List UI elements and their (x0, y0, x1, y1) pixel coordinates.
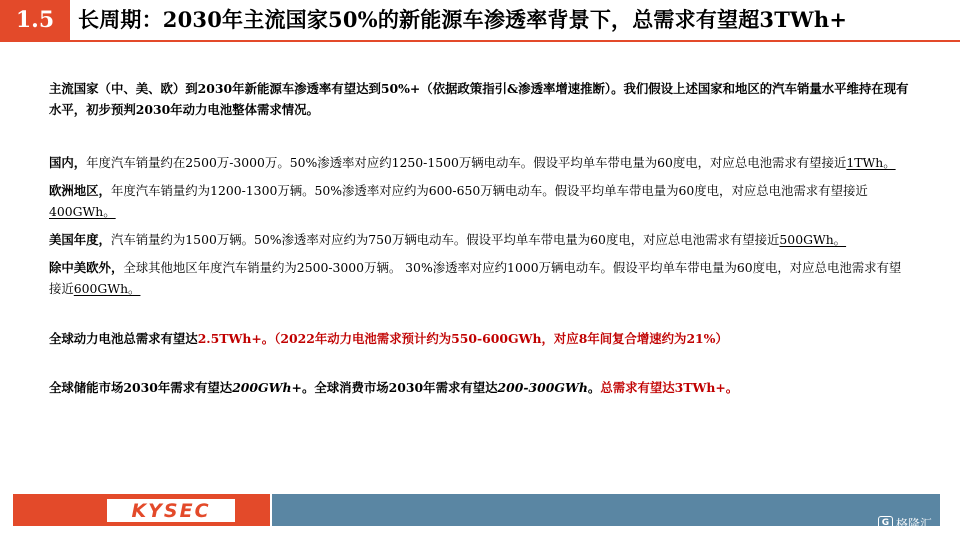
summary-part: 全球储能市场2030年需求有望达 (49, 380, 233, 395)
header (0, 0, 960, 40)
intro-paragraph: 主流国家（中、美、欧）到2030年新能源车渗透率有望达到50%+（依据政策指引&渗透率增速推断）。我们假设上述国家和地区的汽车销量水平维持在现有水平，初步预判2030年动力电池整体需求情况。 (49, 81, 909, 117)
item-rest-of-world (49, 257, 911, 299)
item-highlight: 600GWh。 (73, 281, 141, 296)
summary-part: 。全球消费市场2030年需求有望达 (301, 380, 498, 395)
item-body: 年度汽车销量约在2500万-3000万。50%渗透率对应约1250-1500万辆电动车。假设平均单车带电量为60度电，对应总电池需求有望接近 (86, 155, 847, 170)
item-lead: 除中美欧外， (49, 260, 124, 275)
total-conclusion: 总需求有望达3TWh+。 (600, 380, 739, 395)
item-europe (49, 180, 911, 222)
header-divider (0, 40, 960, 42)
watermark-text: 格隆汇 (896, 516, 933, 531)
item-lead: 欧洲地区， (49, 183, 111, 198)
summary-value: 2.5TWh+。 (197, 331, 275, 346)
brand-logo (107, 499, 235, 522)
item-highlight: 1TWh。 (846, 155, 896, 170)
item-highlight: 500GWh。 (779, 232, 847, 247)
summary-power-battery (49, 328, 911, 349)
item-usa (49, 229, 911, 250)
item-body: 汽车销量约为1500万辆。50%渗透率对应约为750万辆电动车。假设平均单车带电量为60度电，对应总电池需求有望接近 (110, 232, 780, 247)
storage-value: 200GWh+ (232, 380, 302, 395)
consumer-value: 200-300GWh (497, 380, 588, 395)
item-highlight: 400GWh。 (49, 204, 116, 219)
item-lead: 国内， (49, 155, 87, 170)
summary-text: 全球动力电池总需求有望达 (49, 331, 198, 346)
item-body: 年度汽车销量约为1200-1300万辆。50%渗透率对应约为600-650万辆电动车。假设平均单车带电量为60度电，对应总电池需求有望接近 (110, 183, 868, 198)
page-title: 长周期：2030年主流国家50%的新能源车渗透率背景下，总需求有望超3TWh+ (78, 7, 848, 32)
summary-part: 。 (587, 380, 601, 395)
item-body: 全球其他地区年度汽车销量约为2500-3000万辆。 30%渗透率对应约1000万辆电动车。假设平均单车带电量为60度电，对应总电池需求有望接近 (49, 260, 902, 296)
summary-note: （2022年动力电池需求预计约为550-600GWh，对应8年间复合增速约为21%） (274, 331, 728, 346)
summary-total-demand (49, 377, 911, 398)
watermark (878, 514, 932, 532)
brand-logo-text: KYSEC (131, 499, 211, 522)
item-lead: 美国年度， (49, 232, 111, 247)
section-number: 1.5 (0, 0, 70, 40)
footer-bar (272, 494, 940, 526)
item-china (49, 152, 911, 173)
slide-body (49, 78, 911, 398)
watermark-icon: G (878, 516, 893, 531)
